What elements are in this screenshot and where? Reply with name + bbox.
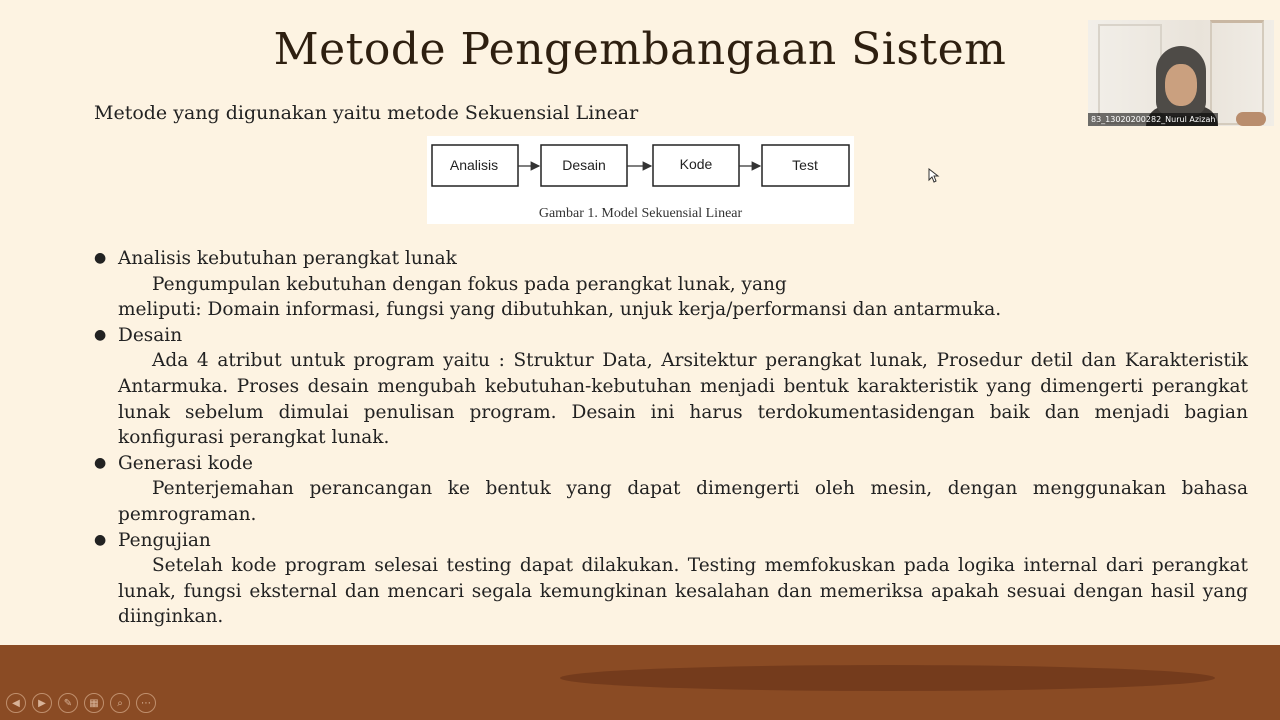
presentation-controls: [6, 693, 156, 713]
pen-icon[interactable]: ✎: [58, 693, 78, 713]
item-heading: Generasi kode: [118, 452, 253, 474]
item-heading: Pengujian: [118, 529, 211, 551]
step-label-test: Test: [792, 157, 818, 173]
next-slide-icon[interactable]: ▶: [32, 693, 52, 713]
list-item: [94, 323, 1248, 451]
footer-decoration: [560, 665, 1215, 691]
item-description: Setelah kode program selesai testing dapat dilakukan. Testing memfokuskan pada logika internal dari perangkat lunak, fungsi eksternal dan mencari segala kemungkinan kesalahan dan memeriksa apakah sesuai dengan hasil yang diinginkan.: [118, 555, 1248, 628]
step-label-analisis: Analisis: [449, 157, 499, 173]
step-label-kode: Kode: [679, 156, 713, 172]
item-description: Ada 4 atribut untuk program yaitu : Struktur Data, Arsitektur perangkat lunak, Prosedur detil dan Karakteristik Antarmuka. Proses desain mengubah kebutuhan-kebutuhan menjadi bentuk karakteristik yang dimengerti perangkat lunak sebelum dimulai penulisan program. Desain ini harus terdokumentasidengan baik dan menjadi bagian konfigurasi perangkat lunak.: [118, 350, 1248, 449]
item-heading: Analisis kebutuhan perangkat lunak: [118, 248, 457, 269]
list-item: [94, 451, 1248, 528]
item-description-line1: Pengumpulan kebutuhan dengan fokus pada perangkat lunak, yang: [152, 273, 787, 295]
slides-icon[interactable]: ▦: [84, 693, 104, 713]
flow-diagram: [427, 136, 854, 206]
zoom-icon[interactable]: ⌕: [110, 693, 130, 713]
mouse-cursor-icon: [928, 168, 940, 184]
figure-caption: Gambar 1. Model Sekuensial Linear: [538, 206, 743, 221]
bullet-icon: ●: [94, 250, 107, 266]
slide-footer-band: [0, 645, 1280, 720]
intro-text: Metode yang digunakan yaitu metode Sekuensial Linear: [94, 102, 639, 124]
step-label-desain: Desain: [562, 157, 606, 173]
previous-slide-icon[interactable]: ◀: [6, 693, 26, 713]
list-item: [94, 528, 1248, 630]
content-list: [94, 246, 1248, 630]
item-description-line2: meliputi: Domain informasi, fungsi yang dibutuhkan, unjuk kerja/performansi dan antarmuka.: [118, 299, 1002, 321]
bullet-icon: ●: [94, 454, 107, 471]
webcam-video-tile[interactable]: [1088, 20, 1274, 126]
bullet-icon: ●: [94, 531, 107, 548]
participant-name-label: 83_13020200282_Nurul Azizah: [1088, 113, 1218, 126]
more-icon[interactable]: ⋯: [136, 693, 156, 713]
slide-title: Metode Pengembangaan Sistem: [273, 24, 1007, 75]
bullet-icon: ●: [94, 326, 107, 343]
sequential-linear-figure: [427, 136, 854, 224]
item-heading: Desain: [118, 324, 183, 346]
list-item: [94, 246, 1248, 323]
item-description: Penterjemahan perancangan ke bentuk yang dapat dimengerti oleh mesin, dengan menggunakan bahasa pemrograman.: [118, 478, 1248, 525]
